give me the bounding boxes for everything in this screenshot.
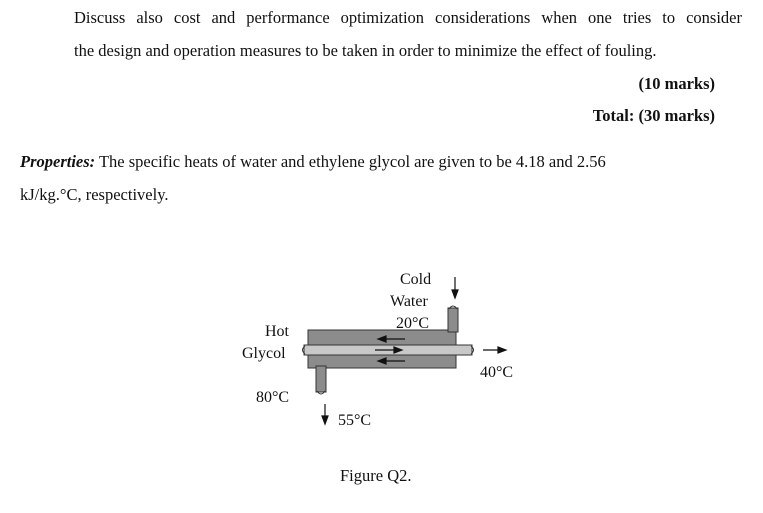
cold-outlet-temp: 55°C [338,412,372,429]
cold-label: Cold [400,271,432,288]
properties-label: Properties: [20,152,96,171]
question-line-2: the design and operation measures to be taken in order to minimize the effect of fouling. [74,41,657,60]
glycol-label: Glycol [242,345,286,362]
figure-caption: Figure Q2. [340,466,412,485]
cold-inlet-arrow [452,277,458,298]
cold-outlet-arrow [322,404,328,424]
marks-label: (10 marks) [638,74,715,93]
hot-inlet-temp: 80°C [256,389,290,406]
properties-text-1: The specific heats of water and ethylene glycol are given to be 4.18 and 2.56 [95,152,606,171]
cold-inlet-temp: 20°C [396,315,430,332]
total-marks-label: Total: (30 marks) [592,106,715,125]
cold-inlet-pipe [448,308,458,332]
question-line-1: Discuss also cost and performance optimization considerations when one tries to consider [74,8,742,27]
properties-line-2: kJ/kg.°C, respectively. [20,185,169,204]
water-label: Water [390,293,428,310]
hot-label: Hot [265,323,289,340]
cold-outlet-pipe [316,366,326,392]
heat-exchanger-diagram [230,262,530,432]
properties-line-1 [20,152,606,172]
hot-outlet-arrow [483,347,506,353]
hot-outlet-temp: 40°C [480,364,514,381]
